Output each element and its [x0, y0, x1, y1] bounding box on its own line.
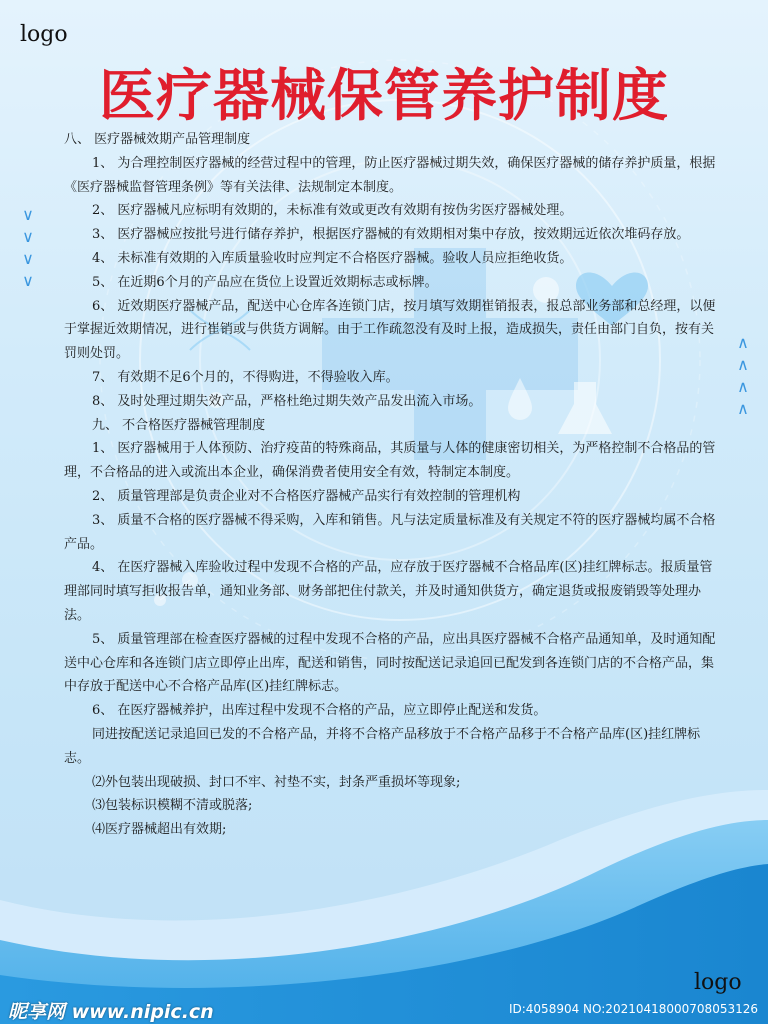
page-title: 医疗器械保管养护制度	[99, 63, 669, 129]
paragraph: 8、 及时处理过期失效产品，严格杜绝过期失效产品发出流入市场。	[92, 393, 482, 409]
paragraph: 3、 质量不合格的医疗器械不得采购，入库和销售。凡与法定质量标准及有关规定不符的医疗器械均属不合格产品。	[64, 512, 716, 552]
chevron-up-icon: ∧	[737, 355, 749, 374]
paragraph: 6、 近效期医疗器械产品，配送中心仓库各连锁门店，按月填写效期崔销报表，报总部业务部和总经理，以便于掌握近效期情况，进行崔销或与供货方调解。由于工作疏忽没有及时上报，造成损失，责任由部门自负，按有关罚则处罚。	[64, 298, 716, 362]
section-heading: 八、 医疗器械效期产品管理制度	[64, 132, 251, 147]
logo-top: logo	[20, 22, 68, 47]
paragraph: 4、 未标准有效期的入库质量验收时应判定不合格医疗器械。验收人员应拒绝收货。	[92, 250, 573, 266]
logo-bottom: logo	[694, 970, 742, 995]
paragraph: 1、 医疗器械用于人体预防、治疗疫苗的特殊商品，其质量与人体的健康密切相关，为严格控制不合格品的管理，不合格品的进入或流出本企业，确保消费者使用安全有效，特制定本制度。	[64, 441, 716, 481]
paragraph: 同进按配送记录追回已发的不合格产品，并将不合格产品移放于不合格产品移于不合格产品库(区)挂红牌标志。	[64, 726, 701, 766]
watermark-site: 昵享网 www.nipic.cn	[8, 1001, 214, 1023]
paragraph: 1、 为合理控制医疗器械的经营过程中的管理，防止医疗器械过期失效，确保医疗器械的储存养护质量，根据《医疗器械监督管理条例》等有关法律、法规制定本制度。	[64, 155, 716, 195]
chevron-down-icon: ∨	[22, 271, 34, 290]
section-heading: 九、 不合格医疗器械管理制度	[92, 417, 266, 433]
paragraph: 7、 有效期不足6个月的，不得购进，不得验收入库。	[92, 369, 399, 385]
chevron-down-icon: ∨	[22, 205, 34, 224]
chevron-up-icon: ∧	[737, 377, 749, 396]
chevron-down-icon: ∨	[22, 227, 34, 246]
paragraph: 3、 医疗器械应按批号进行储存养护，根据医疗器械的有效期相对集中存放，按效期远近依次堆码存放。	[92, 227, 690, 243]
paragraph: 2、 质量管理部是负责企业对不合格医疗器械产品实行有效控制的管理机构	[92, 488, 521, 504]
chevron-up-icon: ∧	[737, 399, 749, 418]
list-item: ⑵外包装出现破损、封口不牢、衬垫不实，封条严重损坏等现象;	[92, 774, 461, 790]
paragraph: 6、 在医疗器械养护，出库过程中发现不合格的产品，应立即停止配送和发货。	[92, 703, 547, 719]
paragraph: 5、 质量管理部在检查医疗器械的过程中发现不合格的产品，应出具医疗器械不合格产品通知单，及时通知配送中心仓库和各连锁门店立即停止出库，配送和销售，同时按配送记录追回已配发到各连锁门店的不合格产品，集中存放于配送中心不合格产品库(区)挂红牌标志。	[64, 631, 716, 695]
chevron-up-icon: ∧	[737, 333, 749, 352]
document-body	[64, 128, 720, 842]
paragraph: 5、 在近期6个月的产品应在货位上设置近效期标志或标牌。	[92, 274, 438, 290]
paragraph: 2、 医疗器械凡应标明有效期的，未标准有效或更改有效期有按伪劣医疗器械处理。	[92, 203, 573, 219]
paragraph: 4、 在医疗器械入库验收过程中发现不合格的产品，应存放于医疗器械不合格品库(区)挂红牌标志。报质量管理部同时填写拒收报告单，通知业务部、财务部把住付款关，并及时通知供货方，确定退货或报废销毁等处理办法。	[64, 560, 713, 623]
list-item: ⑶包装标识模糊不清或脱落;	[92, 798, 253, 814]
watermark-id: ID:4058904 NO:20210418000708053126	[508, 1002, 758, 1016]
list-item: ⑷医疗器械超出有效期;	[92, 822, 227, 838]
chevron-down-icon: ∨	[22, 249, 34, 268]
